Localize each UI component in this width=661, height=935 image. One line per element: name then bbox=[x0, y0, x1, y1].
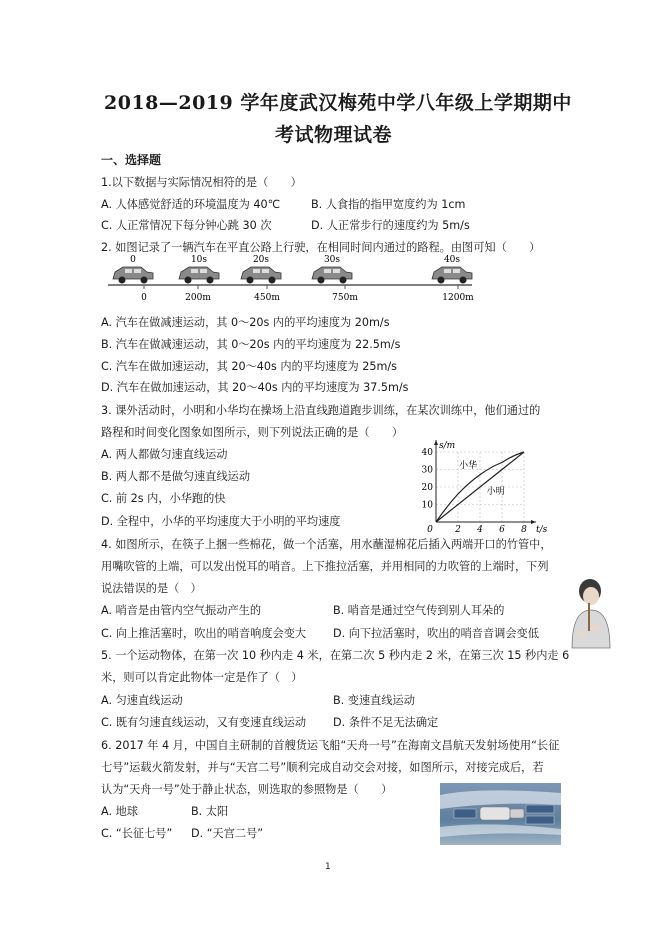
q6-option-a: A. 地球 bbox=[101, 805, 138, 818]
time-label: 20s bbox=[252, 255, 270, 265]
car-road-diagram bbox=[100, 252, 480, 304]
car-icon bbox=[432, 267, 472, 284]
y-axis-label: s/m bbox=[439, 441, 456, 451]
title-line-1: 2018—2019 学年度武汉梅苑中学八年级上学期期中 bbox=[104, 92, 572, 114]
time-label: 40s bbox=[443, 255, 461, 265]
x-axis-label: t/s bbox=[536, 525, 548, 535]
q2-option-b: B. 汽车在做减速运动，其 0～20s 内的平均速度为 22.5m/s bbox=[101, 338, 401, 351]
st-graph bbox=[416, 432, 548, 535]
q5-option-b: B. 变速直线运动 bbox=[333, 694, 415, 707]
y-tick-label: 10 bbox=[421, 500, 433, 511]
distance-label: 750m bbox=[332, 293, 358, 303]
q2-option-a: A. 汽车在做减速运动，其 0～20s 内的平均速度为 20m/s bbox=[101, 316, 390, 329]
x-tick-label: 8 bbox=[521, 525, 527, 535]
distance-label: 450m bbox=[254, 293, 280, 303]
q4-stem-line-2: 用嘴吹管的上端，可以发出悦耳的哨音。上下推拉活塞，并用相同的力吹管的上端时，下列 bbox=[101, 560, 549, 573]
q4-option-a: A. 哨音是由管内空气振动产生的 bbox=[101, 604, 262, 617]
q3-stem-line-1: 3. 课外活动时，小明和小华均在操场上沿直线跑道跑步训练，在某次训练中，他们通过的 bbox=[101, 404, 541, 417]
q3-option-a: A. 两人都做匀速直线运动 bbox=[101, 448, 228, 461]
q4-stem-line-1: 4. 如图所示，在筷子上捆一些棉花，做一个活塞，用水蘸湿棉花后插入两端开口的竹管中， bbox=[101, 538, 552, 551]
q6-option-d: D. “天宫二号” bbox=[191, 827, 264, 840]
car-icon bbox=[241, 267, 281, 284]
x-tick-label: 6 bbox=[499, 525, 505, 535]
q6-stem-line-2: 七号”运载火箭发射，并与“天宫二号”顺利完成自动交会对接，如图所示，对接完成后，若 bbox=[101, 761, 544, 774]
y-tick-label: 30 bbox=[421, 465, 433, 476]
q1-option-a: A. 人体感觉舒适的环境温度为 40℃ bbox=[101, 198, 281, 211]
q2-option-d: D. 汽车在做加速运动，其 20～40s 内的平均速度为 37.5m/s bbox=[101, 381, 409, 394]
q5-stem-line-1: 5. 一个运动物体，在第一次 10 秒内走 4 米，在第二次 5 秒内走 2 米，在第三次 15 秒内走 6 bbox=[101, 649, 570, 662]
q4-stem-line-3: 说法错误的是（ ） bbox=[101, 582, 202, 595]
q6-option-b: B. 太阳 bbox=[191, 805, 229, 818]
q6-stem-line-3: 认为“天舟一号”处于静止状态，则选取的参照物是（ ） bbox=[101, 783, 393, 796]
q3-option-b: B. 两人都不是做匀速直线运动 bbox=[101, 470, 251, 483]
x-axis-arrow bbox=[531, 520, 536, 524]
section-heading: 一、选择题 bbox=[101, 153, 162, 167]
spacecraft-docking-photo bbox=[440, 783, 561, 845]
distance-label: 200m bbox=[185, 293, 211, 303]
q1-option-b: B. 人食指的指甲宽度约为 1cm bbox=[311, 198, 466, 211]
x-tick-label: 2 bbox=[455, 525, 461, 535]
q1-option-d: D. 人正常步行的速度约为 5m/s bbox=[311, 219, 470, 232]
q2-option-c: C. 汽车在做加速运动，其 20～40s 内的平均速度为 25m/s bbox=[101, 360, 398, 373]
q2-stem: 2. 如图记录了一辆汽车在平直公路上行驶，在相同时间内通过的路程。由图可知（ ） bbox=[101, 241, 541, 254]
page-number: 1 bbox=[325, 862, 331, 872]
time-label: 30s bbox=[323, 255, 341, 265]
q4-option-c: C. 向上推活塞时，吹出的哨音响度会变大 bbox=[101, 627, 307, 640]
q3-option-c: C. 前 2s 内，小华跑的快 bbox=[101, 492, 226, 505]
q5-option-c: C. 既有匀速直线运动，又有变速直线运动 bbox=[101, 716, 307, 729]
series-label-xiaohua: 小华 bbox=[459, 460, 478, 471]
y-tick-label: 20 bbox=[421, 483, 433, 493]
time-label: 0 bbox=[130, 255, 136, 265]
q1-stem: 1.以下数据与实际情况相符的是（ ） bbox=[101, 176, 302, 189]
q4-option-b: B. 哨音是通过空气传到别人耳朵的 bbox=[333, 604, 505, 617]
q4-option-d: D. 向下拉活塞时，吹出的哨音音调会变低 bbox=[333, 627, 539, 640]
q5-stem-line-2: 米，则可以肯定此物体一定是作了（ ） bbox=[101, 671, 303, 684]
car-icon bbox=[312, 267, 352, 284]
car-icon bbox=[179, 267, 219, 284]
y-tick-label: 40 bbox=[421, 448, 433, 458]
q3-stem-line-2: 路程和时间变化图象如图所示，则下列说法正确的是（ ） bbox=[101, 426, 404, 439]
q5-option-d: D. 条件不足无法确定 bbox=[333, 716, 439, 729]
y-axis-arrow bbox=[434, 440, 438, 445]
distance-label: 1200m bbox=[442, 293, 474, 303]
x-tick-label: 4 bbox=[477, 525, 483, 535]
series-label-xiaoming: 小明 bbox=[486, 487, 505, 497]
q5-option-a: A. 匀速直线运动 bbox=[101, 694, 183, 707]
x-tick-label: 0 bbox=[427, 525, 433, 535]
q6-option-c: C. “长征七号” bbox=[101, 827, 173, 840]
q6-stem-line-1: 6. 2017 年 4 月，中国自主研制的首艘货运飞船“天舟一号”在海南文昌航天发射场使用“长征 bbox=[101, 739, 560, 752]
q3-option-d: D. 全程中，小华的平均速度大于小明的平均速度 bbox=[101, 515, 341, 528]
q1-option-c: C. 人正常情况下每分钟心跳 30 次 bbox=[101, 219, 272, 232]
girl-blowing-whistle-illustration bbox=[566, 578, 616, 648]
distance-label: 0 bbox=[141, 293, 147, 303]
title-line-2: 考试物理试卷 bbox=[275, 124, 393, 146]
time-label: 10s bbox=[190, 255, 208, 265]
car-icon bbox=[113, 267, 153, 284]
